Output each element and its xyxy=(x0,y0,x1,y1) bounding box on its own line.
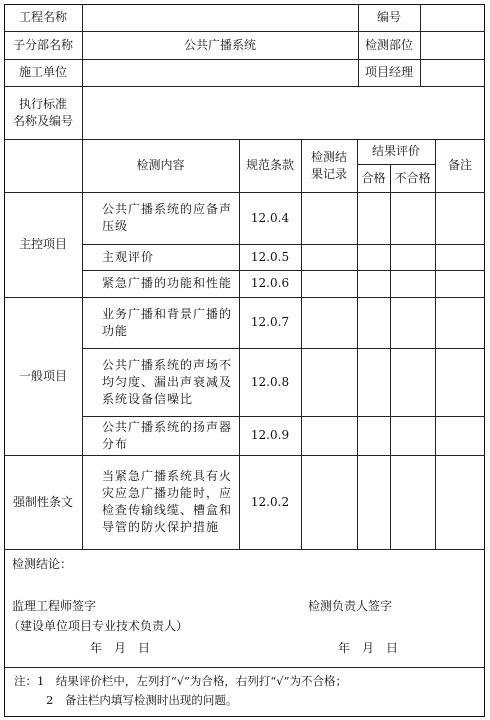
item-content: 公共广播系统的声场不均匀度、漏出声衰减及系统设备信噪比 xyxy=(102,357,233,406)
item-content: 当紧急广播系统具有火灾应急广播功能时，应检查传输线缆、槽盒和导管的防火保护措施 xyxy=(102,469,233,534)
item-clause: 12.0.5 xyxy=(250,249,290,264)
number-label: 编号 xyxy=(376,10,401,24)
item-clause: 12.0.2 xyxy=(250,494,290,509)
item-clause: 12.0.8 xyxy=(250,374,290,389)
project-manager-label: 项目经理 xyxy=(364,65,413,79)
col-pass-header: 合格 xyxy=(361,170,386,185)
supervisor-sign-label: 监理工程师签字 xyxy=(12,599,97,613)
date-left: 年 月 日 xyxy=(90,641,151,655)
standard-label-line1: 执行标准 xyxy=(18,96,67,111)
item-content: 公共广播系统的应备声压级 xyxy=(102,202,233,233)
construction-unit-label: 施工单位 xyxy=(18,65,67,79)
divider xyxy=(4,667,485,668)
inspection-part-value xyxy=(420,31,485,59)
supervisor-note: （建设单位项目专业技术负责人） xyxy=(8,619,189,633)
item-content: 业务广播和背景广播的功能 xyxy=(102,306,233,338)
col-content-header: 检测内容 xyxy=(136,158,185,172)
standard-label-line2: 名称及编号 xyxy=(12,113,73,128)
col-record-line1: 检测结 xyxy=(310,149,347,164)
item-content: 紧急广播的功能和性能 xyxy=(102,276,233,290)
item-content: 主观评价 xyxy=(102,249,155,264)
project-name-label: 工程名称 xyxy=(18,10,67,24)
col-fail-header: 不合格 xyxy=(394,170,431,185)
item-content: 公共广播系统的扬声器分布 xyxy=(102,419,233,451)
divider xyxy=(435,139,436,549)
item-clause: 12.0.9 xyxy=(250,428,290,442)
divider xyxy=(357,164,358,549)
item-clause: 12.0.7 xyxy=(250,315,290,329)
divider xyxy=(4,549,485,550)
project-name-value xyxy=(82,4,358,31)
note-line-2: 2 备注栏内填写检测时出现的问题。 xyxy=(46,693,238,707)
divider xyxy=(82,139,83,549)
item-clause: 12.0.6 xyxy=(250,276,290,290)
col-note-header: 备注 xyxy=(447,158,472,172)
conclusion-label: 检测结论： xyxy=(12,557,73,571)
sub-project-label: 子分部名称 xyxy=(12,37,73,52)
inspector-sign-label: 检测负责人签字 xyxy=(308,599,393,613)
inspection-record-form xyxy=(4,4,485,717)
construction-unit-value xyxy=(82,59,358,86)
divider xyxy=(301,139,302,549)
col-result-header: 结果评价 xyxy=(371,144,420,158)
col-record-line2: 果记录 xyxy=(310,166,347,181)
date-right: 年 月 日 xyxy=(338,641,399,655)
category-general: 一般项目 xyxy=(18,368,67,383)
project-manager-value xyxy=(420,59,485,86)
standard-value xyxy=(82,86,485,139)
divider xyxy=(390,164,391,549)
number-value xyxy=(420,4,485,31)
item-clause: 12.0.4 xyxy=(250,210,290,225)
sub-project-value: 公共广播系统 xyxy=(183,37,256,52)
category-main-control: 主控项目 xyxy=(18,237,67,251)
col-record-header xyxy=(301,139,357,192)
inspection-part-label: 检测部位 xyxy=(364,37,413,52)
category-mandatory: 强制性条文 xyxy=(12,494,73,509)
standard-label xyxy=(4,86,82,139)
col-clause-header: 规范条款 xyxy=(245,158,294,172)
note-line-1: 注：1 结果评价栏中，左列打“√”为合格，右列打“√”为不合格； xyxy=(14,674,347,688)
